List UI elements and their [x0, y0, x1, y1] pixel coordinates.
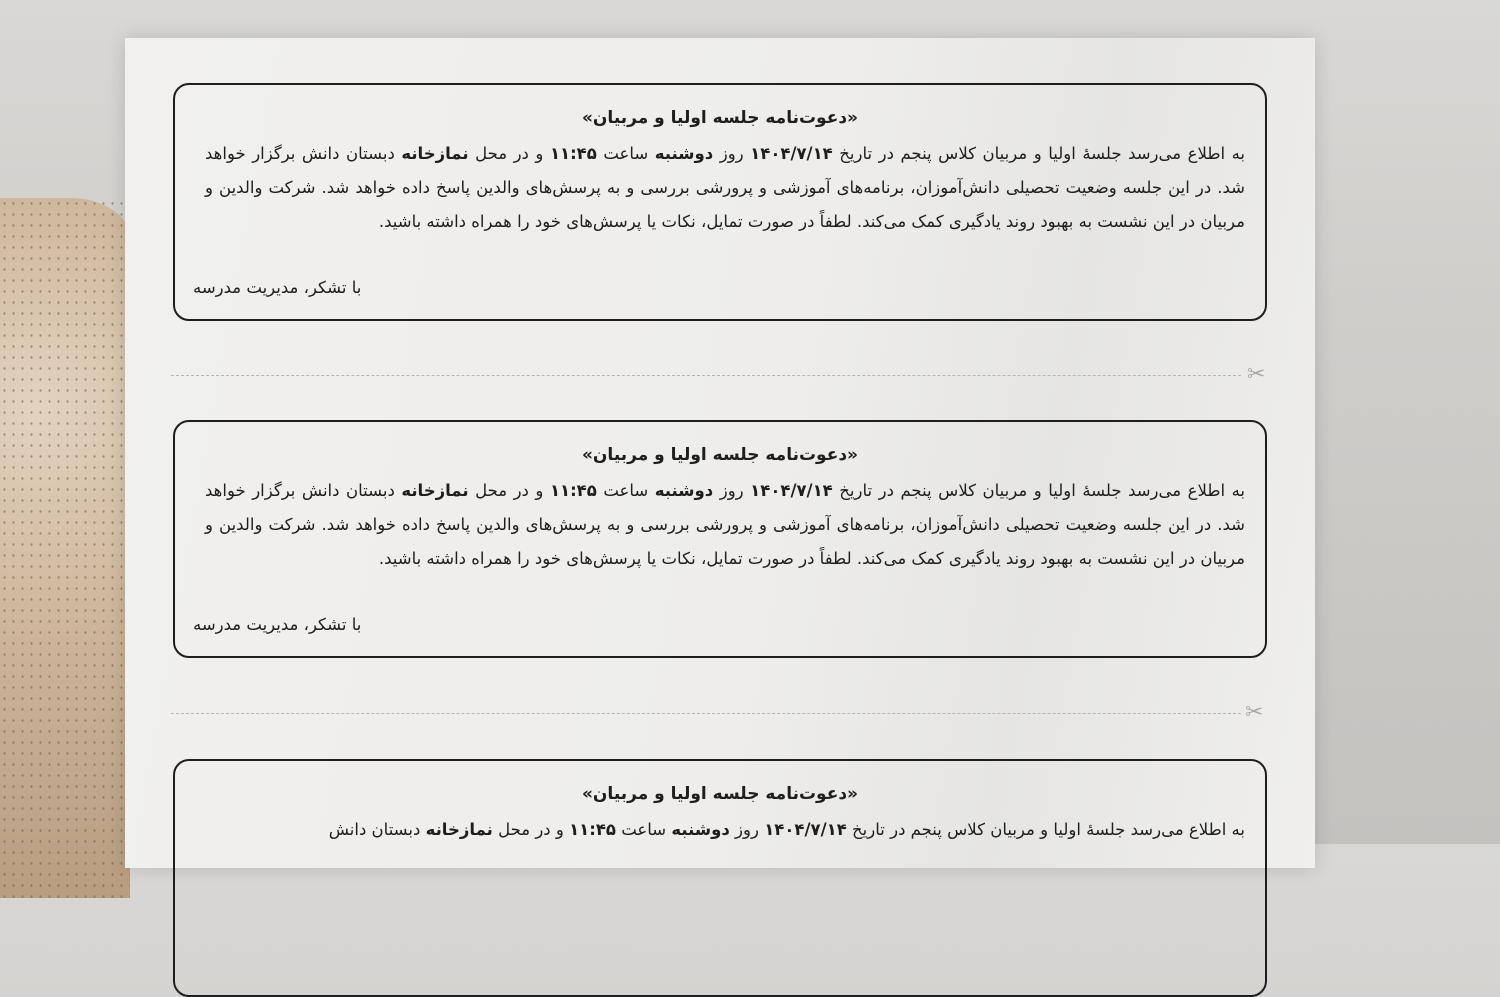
- invitation-title: «دعوت‌نامه جلسه اولیا و مربیان»: [581, 108, 859, 128]
- meeting-date: ۱۴۰۴/۷/۱۴: [750, 144, 833, 163]
- meeting-time: ۱۱:۴۵: [569, 820, 616, 839]
- invitation-body: به اطلاع می‌رسد جلسهٔ اولیا و مربیان کلاس پنجم در تاریخ ۱۴۰۴/۷/۱۴ روز دوشنبه ساعت ۱۱:۴۵ و در محل نمازخانه دبستان دانش: [328, 820, 1245, 839]
- meeting-place: نمازخانه: [425, 820, 493, 839]
- meeting-day: دوشنبه: [654, 481, 714, 500]
- meeting-day: دوشنبه: [654, 144, 714, 163]
- scissors-icon: ✂: [1245, 700, 1264, 725]
- meeting-date: ۱۴۰۴/۷/۱۴: [764, 820, 847, 839]
- meeting-day: دوشنبه: [671, 820, 730, 839]
- decorative-vase: [0, 198, 130, 898]
- invitation-card: [173, 759, 1267, 997]
- invitation-sheet: [125, 38, 1315, 868]
- meeting-time: ۱۱:۴۵: [549, 144, 597, 163]
- invitation-title: «دعوت‌نامه جلسه اولیا و مربیان»: [581, 784, 859, 804]
- meeting-place: نمازخانه: [401, 481, 469, 500]
- invitation-body: به اطلاع می‌رسد جلسهٔ اولیا و مربیان کلاس پنجم در تاریخ ۱۴۰۴/۷/۱۴ روز دوشنبه ساعت ۱۱:۴۵ و در محل نمازخانه دبستان دانش برگزار خواهد شد. در این جلسه وضعیت تحصیلی دانش‌آموزان، برنامه‌های آموزشی و پرورشی بررسی و به پرسش‌های والدین پاسخ داده خواهد شد. شرکت والدین و مربیان در این نشست به بهبود روند یادگیری کمک می‌کند. لطفاً در صورت تمایل، نکات یا پرسش‌های خود را همراه داشته باشید.: [205, 481, 1246, 568]
- scissors-icon: ✂: [1247, 362, 1266, 387]
- cut-line: [171, 713, 1241, 714]
- invitation-card: [173, 83, 1267, 321]
- invitation-signature: با تشکر، مدیریت مدرسه: [193, 615, 362, 634]
- cut-line: [171, 375, 1241, 376]
- invitation-card: [173, 420, 1267, 658]
- meeting-place: نمازخانه: [401, 144, 469, 163]
- invitation-signature: با تشکر، مدیریت مدرسه: [193, 278, 362, 297]
- invitation-title: «دعوت‌نامه جلسه اولیا و مربیان»: [581, 445, 859, 465]
- meeting-date: ۱۴۰۴/۷/۱۴: [750, 481, 833, 500]
- invitation-body: به اطلاع می‌رسد جلسهٔ اولیا و مربیان کلاس پنجم در تاریخ ۱۴۰۴/۷/۱۴ روز دوشنبه ساعت ۱۱:۴۵ و در محل نمازخانه دبستان دانش برگزار خواهد شد. در این جلسه وضعیت تحصیلی دانش‌آموزان، برنامه‌های آموزشی و پرورشی بررسی و به پرسش‌های والدین پاسخ داده خواهد شد. شرکت والدین و مربیان در این نشست به بهبود روند یادگیری کمک می‌کند. لطفاً در صورت تمایل، نکات یا پرسش‌های خود را همراه داشته باشید.: [205, 144, 1246, 231]
- meeting-time: ۱۱:۴۵: [549, 481, 597, 500]
